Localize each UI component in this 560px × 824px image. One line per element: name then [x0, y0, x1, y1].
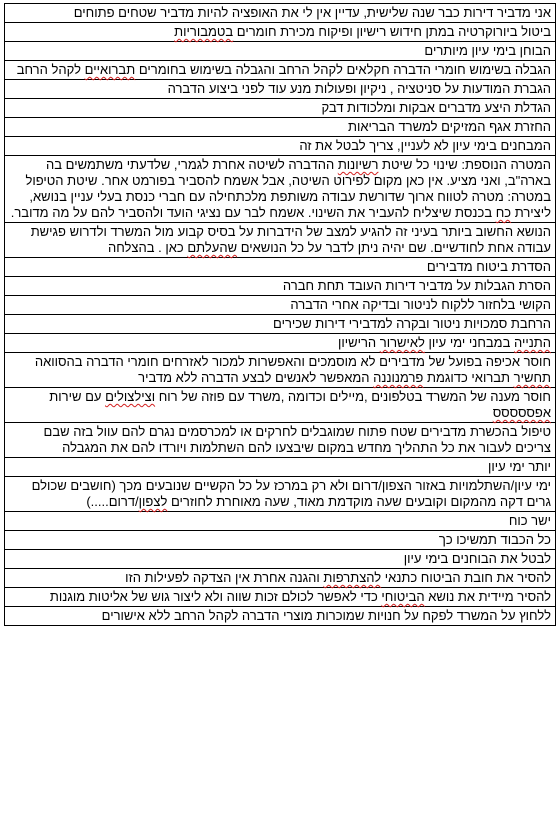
table-row — [5, 258, 556, 277]
spellcheck-flagged-word: אפססססס — [492, 405, 551, 420]
cell-text: המאפשר לאנשים לבצע הדברה ללא מדביר — [138, 370, 374, 385]
spellcheck-flagged-word: וצילצולים — [105, 389, 156, 404]
cell-text: ימי עיון/השתלמויות באזור הצפון/דרום ולא רק במרכז על כל הקשיים שנובעים מכך (חושבים שכולם גרים דקה מהמקום וקובעים שעה מוקדמת מאוד, שעה מאוחרת לחוזרים — [31, 478, 551, 509]
table-row — [5, 80, 556, 99]
cell-text: הרישיון — [337, 335, 380, 350]
table-row — [5, 23, 556, 42]
cell-text: הסרת הגבלות על מדביר דירות העובד תחת חברה — [282, 278, 551, 293]
cell-text: במבחני ימי עיון — [424, 335, 514, 350]
table-row — [5, 588, 556, 607]
suggestion-cell — [5, 277, 556, 296]
cell-text: הגדלת היצע מדברים אבקות ומלכודות דבק — [321, 100, 551, 115]
cell-text: תברואי כדוגמת — [423, 370, 514, 385]
cell-text: הקושי בלחזור ללקוח לניטור ובדיקה אחרי הדברה — [290, 297, 551, 312]
suggestion-cell — [5, 550, 556, 569]
suggestion-cell — [5, 477, 556, 512]
suggestion-cell — [5, 458, 556, 477]
spellcheck-flagged-word: שהעלתם — [187, 240, 238, 255]
spellcheck-flagged-word: כח — [495, 205, 512, 220]
cell-text: בכנסת שיצליח להעביר את השינוי. אשמח לבר עם נציגי הועד ולהסביר להם על מה מדובר. — [10, 205, 496, 220]
cell-text: המבחנים בימי עיון לא לעניין, צריך לבטל את זה — [299, 138, 551, 153]
suggestion-cell — [5, 569, 556, 588]
suggestion-cell — [5, 258, 556, 277]
suggestion-cell — [5, 296, 556, 315]
cell-text: ההדברה לשיטה אחרת לגמרי, שלדעתי משתמשים בה בארה"ב, ואני מציע. אין כאן מקום לפירוט השיטה, אבל אשמח להסביר בפורמט אחר. שיטת הטיפול במטרה: מטרה לטווח ארוך שדורשת עבודה משותפת מלכתחילה עם חברי כנסת בעלי עניין בנושא, ליצירת — [25, 157, 551, 220]
cell-text: /דרום.....) — [86, 494, 139, 509]
table-row — [5, 223, 556, 258]
table-row — [5, 156, 556, 223]
table-row — [5, 61, 556, 80]
suggestions-table — [4, 3, 556, 626]
suggestion-cell — [5, 588, 556, 607]
suggestion-cell — [5, 4, 556, 23]
table-row — [5, 458, 556, 477]
table-row — [5, 4, 556, 23]
suggestion-cell — [5, 42, 556, 61]
cell-text: המטרה הנוספת: שינוי כל שיטת — [378, 157, 551, 172]
suggestions-table-body — [5, 4, 556, 626]
cell-text: לקהל הרחב — [16, 62, 85, 77]
cell-text: הגברת המודעות על סניטציה , ניקיון ופעולות מנע עוד לפני ביצוע הדברה — [167, 81, 551, 96]
cell-text: חוסר אכיפה בפועל של מדבירים לא מוסמכים והאפשרות למכור לאזרחים חומרי הדברה בהסוואה — [34, 354, 551, 369]
suggestion-cell — [5, 80, 556, 99]
spellcheck-flagged-word: פרמנוננה — [373, 370, 424, 385]
table-row — [5, 512, 556, 531]
suggestion-cell — [5, 99, 556, 118]
table-row — [5, 388, 556, 423]
suggestion-cell — [5, 118, 556, 137]
spellcheck-flagged-word: תחשיר — [513, 370, 551, 385]
cell-text: עם שירות — [49, 389, 106, 404]
table-row — [5, 550, 556, 569]
table-row — [5, 118, 556, 137]
spellcheck-flagged-word: התנייה — [513, 335, 551, 350]
spellcheck-flagged-word: תברואיים — [84, 62, 136, 77]
cell-text: כל הכבוד תמשיכו כך — [438, 532, 551, 547]
suggestion-cell — [5, 423, 556, 458]
table-row — [5, 137, 556, 156]
cell-text: טיפול בהכשרת מדבירים שטח פתוח שמוגבלים לחרקים או למכרסמים נגרם להם עוול בזה שבם צריכים לעבור את כל התהליך מחדש במקום שיבצעו להם השתלמות ויורדו להם את המגבלה — [43, 424, 551, 455]
cell-text: והגנה אחרת אין הצדקה לפעילות הזו — [125, 570, 324, 585]
suggestion-cell — [5, 223, 556, 258]
table-row — [5, 607, 556, 626]
cell-text: ביטול ביורוקרטיה במתן חידוש רישיון ופיקוח מכירת חומרים — [233, 24, 551, 39]
cell-text: חוסר מענה של המשרד בטלפונים ,מיילים וכדומה ,משרד עם פוזה של רוח — [155, 389, 551, 404]
suggestion-cell — [5, 315, 556, 334]
cell-text: לבטל את הבוחנים בימי עיון — [403, 551, 551, 566]
table-row — [5, 42, 556, 61]
cell-text: להסיר מיידית את נושא — [424, 589, 551, 604]
cell-text: הבוחן בימי עיון מיותרים — [424, 43, 551, 58]
spellcheck-flagged-word: בטמבוריות — [174, 24, 234, 39]
cell-text: הסדרת ביטוח מדבירים — [426, 259, 551, 274]
suggestion-cell — [5, 531, 556, 550]
spellcheck-flagged-word: רשיונות — [337, 157, 379, 172]
suggestion-cell — [5, 388, 556, 423]
table-row — [5, 531, 556, 550]
cell-text: הגבלה בשימוש חומרי הדברה חקלאים לקהל הרחב והגבלה בשימוש בחומרים — [135, 62, 551, 77]
cell-text: יותר ימי עיון — [487, 459, 551, 474]
table-row — [5, 296, 556, 315]
cell-text: ישר כוח — [508, 513, 551, 528]
suggestion-cell — [5, 137, 556, 156]
table-row — [5, 353, 556, 388]
cell-text: אני מדביר דירות כבר שנה שלישית, עדיין אין לי את האופציה להיות מדביר שטחים פתוחים — [73, 5, 551, 20]
suggestion-cell — [5, 607, 556, 626]
table-row — [5, 334, 556, 353]
spellcheck-flagged-word: הביטוחי — [381, 589, 425, 604]
cell-text: להסיר את חובת הביטוח כתנאי — [381, 570, 551, 585]
cell-text: כאן . בהצלחה — [108, 240, 188, 255]
cell-text: כדי לאפשר לכולם זכות שווה ולא ליצור גוש של אליטות מוגנות — [49, 589, 382, 604]
cell-text: ללחוץ על המשרד לפקח על חנויות שמוכרות מוצרי הדברה לקהל הרחב ללא אישורים — [101, 608, 551, 623]
cell-text: הרחבת סמכויות ניטור ובקרה למדבירי דירות שכירים — [273, 316, 551, 331]
table-row — [5, 477, 556, 512]
cell-text: הנושא החשוב ביותר בעיני זה להגיע למצב של הידברות על בסיס קבוע מול המשרד ולדרוש פגישת עבודה אחת לחודשיים. שם יהיה ניתן לדבר על כל הנושאים — [30, 224, 551, 255]
suggestion-cell — [5, 61, 556, 80]
table-row — [5, 423, 556, 458]
suggestion-cell — [5, 512, 556, 531]
spellcheck-flagged-word: לצפון — [138, 494, 168, 509]
table-row — [5, 315, 556, 334]
suggestion-cell — [5, 23, 556, 42]
suggestion-cell — [5, 156, 556, 223]
spellcheck-flagged-word: לאישרור — [379, 335, 425, 350]
table-row — [5, 569, 556, 588]
suggestion-cell — [5, 353, 556, 388]
spellcheck-flagged-word: להצתרפות — [323, 570, 382, 585]
table-row — [5, 277, 556, 296]
cell-text: החזרת אגף המזיקים למשרד הבריאות — [347, 119, 551, 134]
suggestion-cell — [5, 334, 556, 353]
table-row — [5, 99, 556, 118]
